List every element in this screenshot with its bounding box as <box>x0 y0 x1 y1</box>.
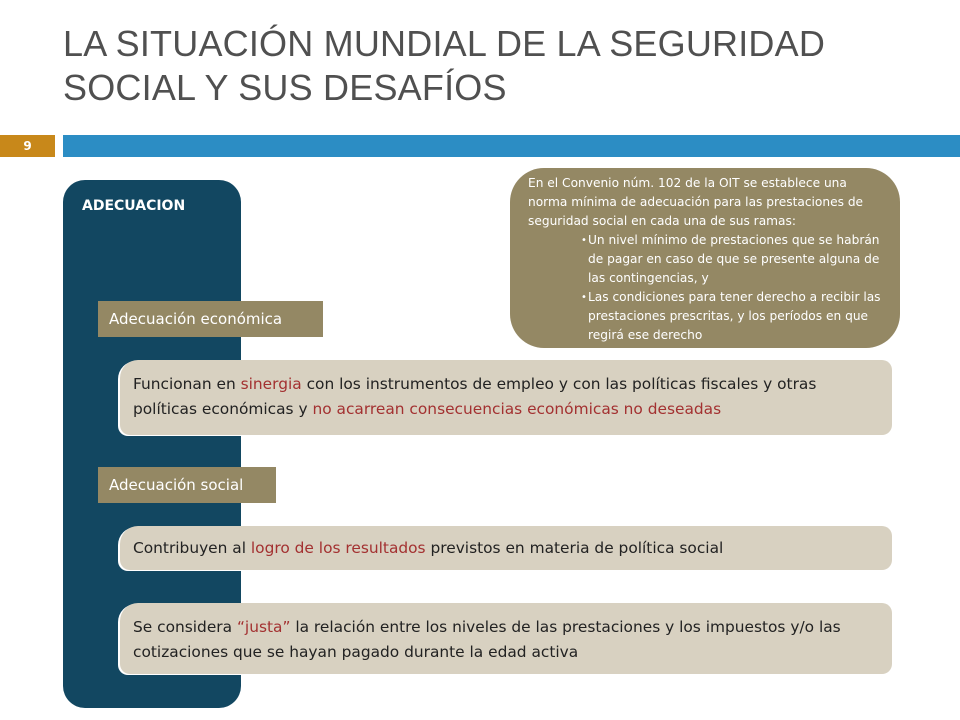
economic-text-part: Funcionan en <box>133 375 241 393</box>
highlight-sinergia: sinergia <box>240 375 302 393</box>
label-economic-adequacy: Adecuación económica <box>98 301 323 337</box>
panel-title: ADECUACION <box>82 198 186 214</box>
note-bullet-list <box>528 231 886 345</box>
slide-title <box>63 22 923 110</box>
economic-description-box <box>120 360 892 435</box>
convenio-note <box>510 168 900 348</box>
social-fairness-box <box>120 603 892 674</box>
note-bullet: • Un nivel mínimo de prestaciones que se habrán de pagar en caso de que se presente alguna de las contingencias, y <box>582 231 886 288</box>
slide-number: 9 <box>0 135 55 157</box>
label-social-adequacy: Adecuación social <box>98 467 276 503</box>
slide-title-line-2: SOCIAL Y SUS DESAFÍOS <box>63 67 507 108</box>
social-results-box <box>120 526 892 570</box>
note-bullet: • Las condiciones para tener derecho a recibir las prestaciones prescritas, y los períodos en que regirá ese derecho <box>582 288 886 345</box>
social-text-part: previstos en materia de política social <box>425 539 724 557</box>
social-text-part: Se considera <box>133 618 237 636</box>
social-text-part: la relación entre los niveles de las prestaciones y los impuestos y/o las cotizaciones que se hayan pagado durante la edad activa <box>133 618 841 661</box>
economic-text-part: con los instrumentos de empleo y con las políticas fiscales y otras políticas económicas y <box>133 375 817 418</box>
highlight-results: logro de los resultados <box>250 539 426 557</box>
highlight-no-consequences: no acarrean consecuencias económicas no deseadas <box>312 400 722 418</box>
social-text-part: Contribuyen al <box>133 539 251 557</box>
header-bar <box>63 135 960 157</box>
highlight-justa: “justa” <box>236 618 291 636</box>
slide-title-line-1: LA SITUACIÓN MUNDIAL DE LA SEGURIDAD <box>63 23 826 64</box>
note-intro: En el Convenio núm. 102 de la OIT se establece una norma mínima de adecuación para las prestaciones de seguridad social en cada una de sus ramas: <box>528 176 864 228</box>
